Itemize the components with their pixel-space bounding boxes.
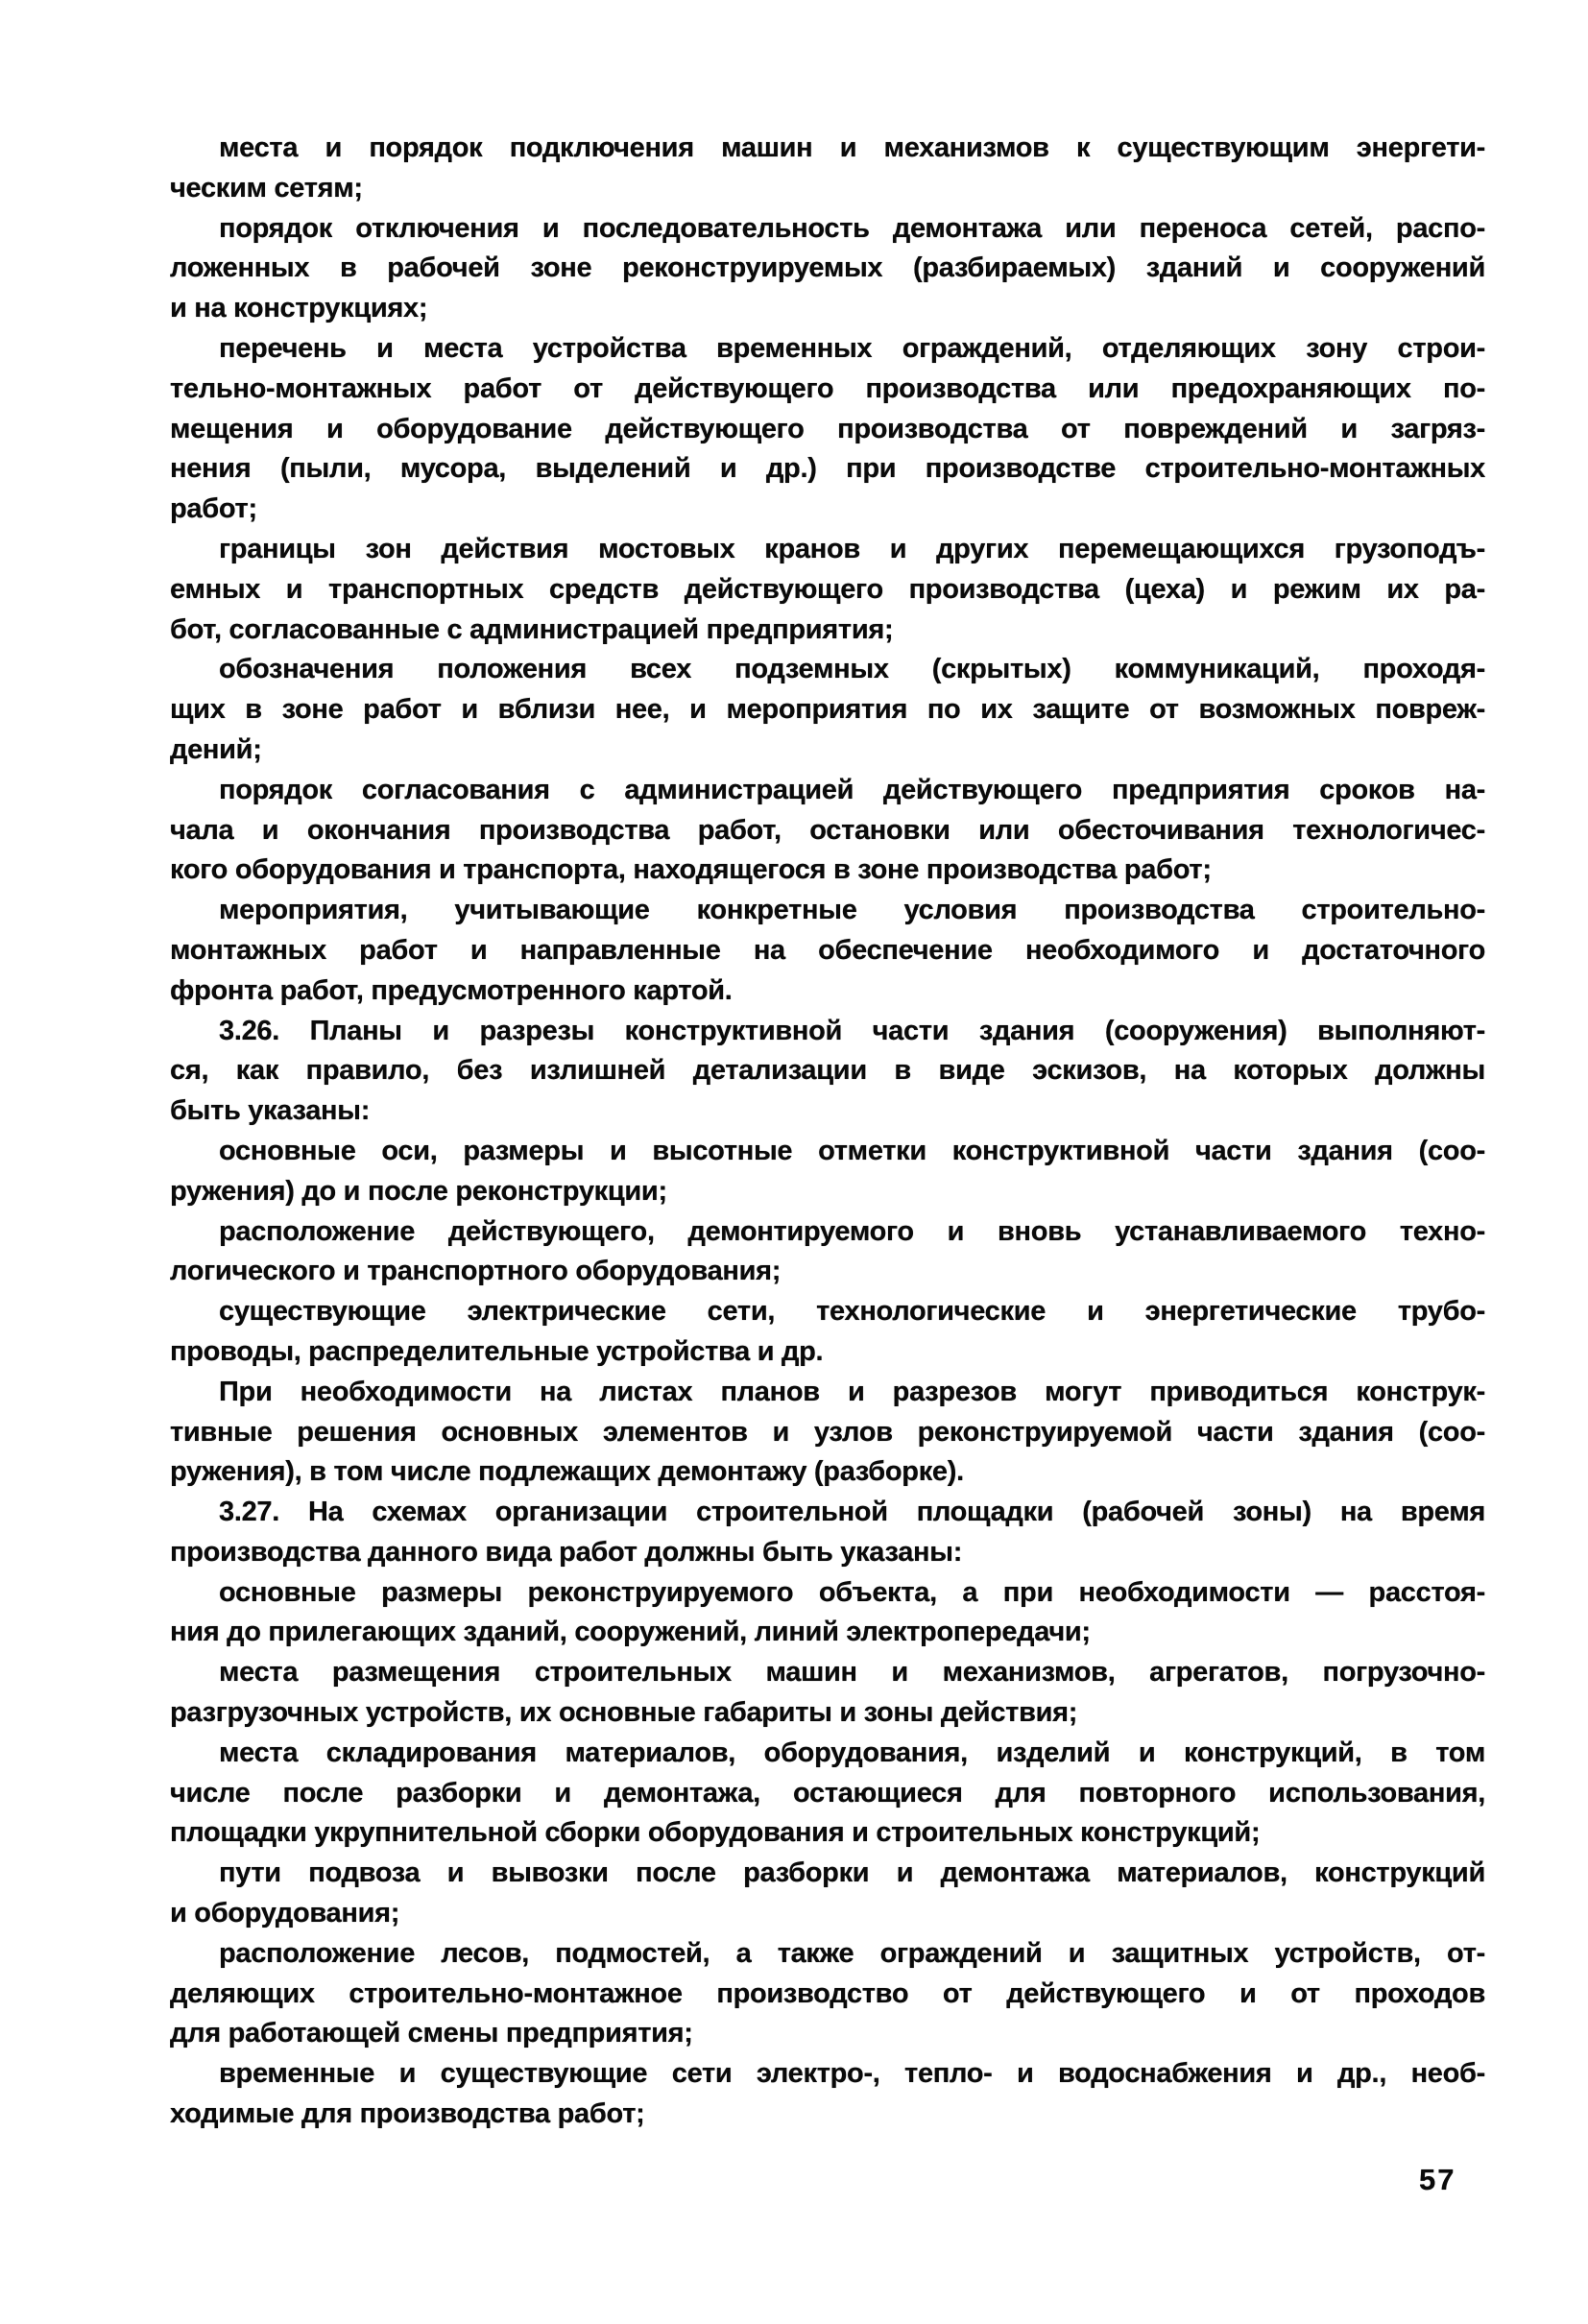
text-line: ния до прилегающих зданий, сооружений, линий электропередачи; (170, 1617, 1091, 1648)
text-line: логического и транспортного оборудования; (170, 1256, 782, 1287)
text-line: порядок отключения и последовательность демонтажа или переноса сетей, распо- (219, 212, 1485, 244)
text-line: пути подвоза и вывозки после разборки и демонтажа материалов, конструкций (219, 1857, 1485, 1889)
text-line: быть указаны: (170, 1095, 371, 1127)
text-line: чала и окончания производства работ, остановки или обесточивания технологичес- (170, 814, 1485, 846)
text-line: работ; (170, 493, 257, 525)
text-line: тельно-монтажных работ от действующего производства или предохраняющих по- (170, 372, 1485, 404)
text-line: границы зон действия мостовых кранов и других перемещающихся грузоподъ- (219, 533, 1485, 564)
text-line: основные оси, размеры и высотные отметки конструктивной части здания (соо- (219, 1135, 1485, 1166)
text-line: нения (пыли, мусора, выделений и др.) при производстве строительно-монтажных (170, 453, 1485, 485)
text-line: места складирования материалов, оборудования, изделий и конструкций, в том (219, 1737, 1485, 1768)
text-line: расположение действующего, демонтируемого и вновь устанавливаемого техно- (219, 1215, 1485, 1247)
text-line: места и порядок подключения машин и механизмов к существующим энергети- (219, 132, 1485, 163)
text-line: производства данного вида работ должны быть указаны: (170, 1536, 963, 1568)
text-line: и оборудования; (170, 1898, 400, 1929)
text-line: емных и транспортных средств действующего производства (цеха) и режим их ра- (170, 573, 1485, 605)
text-line: существующие электрические сети, технологические и энергетические трубо- (219, 1296, 1485, 1328)
text-line: щих в зоне работ и вблизи нее, и мероприятия по их защите от возможных повреж- (170, 694, 1485, 726)
text-line: ся, как правило, без излишней детализации в виде эскизов, на которых должны (170, 1055, 1485, 1087)
text-line: для работающей смены предприятия; (170, 2018, 693, 2049)
text-line: разгрузочных устройств, их основные габариты и зоны действия; (170, 1697, 1078, 1729)
text-line: ружения) до и после реконструкции; (170, 1175, 667, 1207)
text-line: фронта работ, предусмотренного картой. (170, 974, 733, 1006)
text-line: ложенных в рабочей зоне реконструируемых (разбираемых) зданий и сооружений (170, 252, 1485, 284)
text-line: кого оборудования и транспорта, находящегося в зоне производства работ; (170, 854, 1212, 886)
text-line: тивные решения основных элементов и узлов реконструируемой части здания (соо- (170, 1416, 1485, 1448)
text-line: бот, согласованные с администрацией предприятия; (170, 613, 894, 645)
text-line: 3.27. На схемах организации строительной площадки (рабочей зоны) на время (219, 1497, 1485, 1528)
text-line: дений; (170, 733, 262, 765)
text-line: деляющих строительно-монтажное производство от действующего и от проходов (170, 1977, 1485, 2009)
text-line: основные размеры реконструируемого объекта, а при необходимости — расстоя- (219, 1576, 1485, 1608)
page-number: 57 (1419, 2163, 1456, 2196)
text-line: числе после разборки и демонтажа, остающиеся для повторного использования, (170, 1777, 1485, 1809)
text-line: ческим сетям; (170, 172, 363, 204)
text-line: площадки укрупнительной сборки оборудования и строительных конструкций; (170, 1817, 1261, 1849)
text-line: и на конструкциях; (170, 293, 428, 324)
text-line: места размещения строительных машин и механизмов, агрегатов, погрузочно- (219, 1657, 1485, 1689)
text-line: временные и существующие сети электро-, тепло- и водоснабжения и др., необ- (219, 2058, 1485, 2090)
document-text (170, 129, 1485, 2135)
text-line: ходимые для производства работ; (170, 2098, 645, 2130)
text-line: мероприятия, учитывающие конкретные условия производства строительно- (219, 895, 1485, 926)
text-line: мещения и оборудование действующего производства от повреждений и загряз- (170, 413, 1485, 444)
text-line: 3.26. Планы и разрезы конструктивной части здания (сооружения) выполняют- (219, 1015, 1485, 1046)
text-line: обозначения положения всех подземных (скрытых) коммуникаций, проходя- (219, 654, 1485, 685)
text-line: ружения), в том числе подлежащих демонтажу (разборке). (170, 1456, 964, 1488)
text-line: перечень и места устройства временных ограждений, отделяющих зону строи- (219, 332, 1485, 364)
text-line: порядок согласования с администрацией действующего предприятия сроков на- (219, 774, 1485, 805)
text-line: монтажных работ и направленные на обеспечение необходимого и достаточного (170, 934, 1485, 966)
text-line: расположение лесов, подмостей, а также ограждений и защитных устройств, от- (219, 1937, 1485, 1969)
text-line: проводы, распределительные устройства и др. (170, 1335, 824, 1367)
text-line: При необходимости на листах планов и разрезов могут приводиться конструк- (219, 1376, 1485, 1407)
